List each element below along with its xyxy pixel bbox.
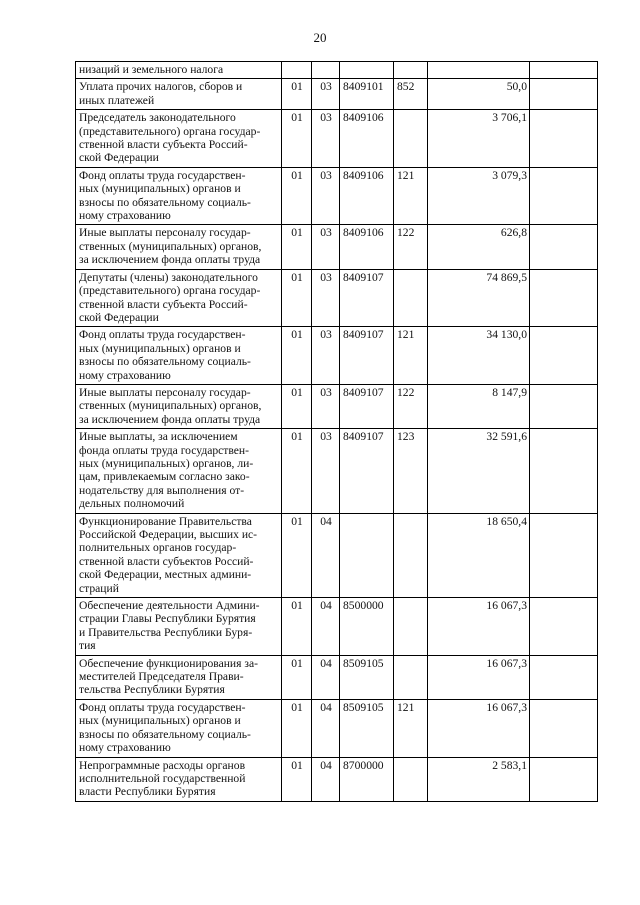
row-expense-type-cell (394, 598, 428, 656)
row-article-cell: 8409107 (340, 269, 394, 327)
row-article-cell (340, 62, 394, 79)
row-expense-type-cell: 121 (394, 327, 428, 385)
table-row (76, 699, 598, 757)
row-name-cell: Фонд оплаты труда государствен- ных (муниципальных) органов и взносы по обязательному социаль- ному страхованию (76, 327, 282, 385)
row-name-cell: Фонд оплаты труда государствен- ных (муниципальных) органов и взносы по обязательному социаль- ному страхованию (76, 699, 282, 757)
row-subsection-cell: 03 (312, 110, 340, 168)
row-section-cell: 01 (282, 225, 312, 269)
row-expense-type-cell: 121 (394, 699, 428, 757)
table-row (76, 598, 598, 656)
row-name-cell: низаций и земельного налога (76, 62, 282, 79)
row-subsection-cell: 03 (312, 429, 340, 513)
row-article-cell: 8409107 (340, 429, 394, 513)
row-name-cell: Иные выплаты персоналу государ- ственных (муниципальных) органов, за исключением фонда оплаты труда (76, 384, 282, 428)
row-name-cell: Иные выплаты персоналу государ- ственных (муниципальных) органов, за исключением фонда оплаты труда (76, 225, 282, 269)
page-number: 20 (313, 30, 327, 45)
table-row (76, 513, 598, 597)
table-row (76, 429, 598, 513)
row-amount-cell: 50,0 (428, 79, 530, 110)
row-name-cell: Иные выплаты, за исключением фонда оплаты труда государствен- ных (муниципальных) органов, ли- цам, привлекаемым согласно зако- нодательству для выполнения от- дельных полномочий (76, 429, 282, 513)
row-name-cell: Непрограммные расходы органов исполнительной государственной власти Республики Бурятия (76, 757, 282, 801)
row-extra-cell (530, 110, 598, 168)
row-extra-cell (530, 79, 598, 110)
row-extra-cell (530, 699, 598, 757)
row-extra-cell (530, 429, 598, 513)
table-row (76, 62, 598, 79)
row-section-cell: 01 (282, 699, 312, 757)
row-subsection-cell: 04 (312, 757, 340, 801)
row-name-cell: Обеспечение функционирования за- местителей Председателя Прави- тельства Республики Бурятия (76, 655, 282, 699)
row-name-cell: Депутаты (члены) законодательного (представительного) органа государ- ственной власти субъекта Россий- ской Федерации (76, 269, 282, 327)
row-amount-cell: 3 079,3 (428, 167, 530, 225)
row-extra-cell (530, 327, 598, 385)
row-amount-cell: 8 147,9 (428, 384, 530, 428)
row-amount-cell: 18 650,4 (428, 513, 530, 597)
row-article-cell: 8500000 (340, 598, 394, 656)
row-name-cell: Фонд оплаты труда государствен- ных (муниципальных) органов и взносы по обязательному социаль- ному страхованию (76, 167, 282, 225)
row-section-cell: 01 (282, 167, 312, 225)
row-article-cell: 8509105 (340, 699, 394, 757)
row-extra-cell (530, 167, 598, 225)
row-subsection-cell: 03 (312, 384, 340, 428)
row-name-cell: Обеспечение деятельности Админи- страции Главы Республики Бурятия и Правительства Республики Буря- тия (76, 598, 282, 656)
table-row (76, 167, 598, 225)
row-subsection-cell: 04 (312, 699, 340, 757)
row-expense-type-cell (394, 269, 428, 327)
row-subsection-cell (312, 62, 340, 79)
row-extra-cell (530, 62, 598, 79)
row-article-cell: 8409106 (340, 167, 394, 225)
row-name-cell: Уплата прочих налогов, сборов и иных платежей (76, 79, 282, 110)
row-section-cell: 01 (282, 110, 312, 168)
table-row (76, 225, 598, 269)
row-article-cell: 8409107 (340, 327, 394, 385)
row-article-cell: 8409106 (340, 110, 394, 168)
table-row (76, 655, 598, 699)
row-expense-type-cell (394, 513, 428, 597)
row-section-cell: 01 (282, 757, 312, 801)
table-row (76, 327, 598, 385)
row-section-cell: 01 (282, 269, 312, 327)
row-amount-cell: 626,8 (428, 225, 530, 269)
row-expense-type-cell (394, 62, 428, 79)
row-subsection-cell: 04 (312, 598, 340, 656)
row-subsection-cell: 03 (312, 269, 340, 327)
table-row (76, 269, 598, 327)
row-expense-type-cell (394, 655, 428, 699)
row-section-cell: 01 (282, 655, 312, 699)
row-expense-type-cell: 123 (394, 429, 428, 513)
row-section-cell (282, 62, 312, 79)
row-article-cell: 8700000 (340, 757, 394, 801)
row-extra-cell (530, 384, 598, 428)
row-expense-type-cell (394, 110, 428, 168)
row-expense-type-cell: 121 (394, 167, 428, 225)
row-article-cell: 8409101 (340, 79, 394, 110)
row-extra-cell (530, 757, 598, 801)
row-amount-cell: 3 706,1 (428, 110, 530, 168)
row-extra-cell (530, 598, 598, 656)
row-subsection-cell: 03 (312, 327, 340, 385)
row-amount-cell: 16 067,3 (428, 598, 530, 656)
row-extra-cell (530, 225, 598, 269)
row-amount-cell (428, 62, 530, 79)
table-row (76, 757, 598, 801)
row-section-cell: 01 (282, 79, 312, 110)
row-amount-cell: 74 869,5 (428, 269, 530, 327)
row-section-cell: 01 (282, 327, 312, 385)
row-article-cell (340, 513, 394, 597)
row-amount-cell: 2 583,1 (428, 757, 530, 801)
row-section-cell: 01 (282, 384, 312, 428)
row-expense-type-cell: 852 (394, 79, 428, 110)
row-expense-type-cell (394, 757, 428, 801)
row-amount-cell: 32 591,6 (428, 429, 530, 513)
row-subsection-cell: 04 (312, 655, 340, 699)
row-extra-cell (530, 269, 598, 327)
row-amount-cell: 34 130,0 (428, 327, 530, 385)
row-name-cell: Функционирование Правительства Российской Федерации, высших ис- полнительных органов государ- ственной власти субъектов Россий- ской Федерации, местных админи- страций (76, 513, 282, 597)
row-amount-cell: 16 067,3 (428, 699, 530, 757)
row-subsection-cell: 03 (312, 167, 340, 225)
row-section-cell: 01 (282, 598, 312, 656)
row-name-cell: Председатель законодательного (представительного) органа государ- ственной власти субъекта Россий- ской Федерации (76, 110, 282, 168)
table-row (76, 79, 598, 110)
row-subsection-cell: 04 (312, 513, 340, 597)
row-article-cell: 8509105 (340, 655, 394, 699)
table-row (76, 110, 598, 168)
table-row (76, 384, 598, 428)
row-expense-type-cell: 122 (394, 384, 428, 428)
row-section-cell: 01 (282, 429, 312, 513)
budget-table (75, 61, 598, 802)
row-extra-cell (530, 513, 598, 597)
row-article-cell: 8409107 (340, 384, 394, 428)
row-article-cell: 8409106 (340, 225, 394, 269)
row-expense-type-cell: 122 (394, 225, 428, 269)
row-subsection-cell: 03 (312, 79, 340, 110)
row-amount-cell: 16 067,3 (428, 655, 530, 699)
row-subsection-cell: 03 (312, 225, 340, 269)
row-section-cell: 01 (282, 513, 312, 597)
row-extra-cell (530, 655, 598, 699)
